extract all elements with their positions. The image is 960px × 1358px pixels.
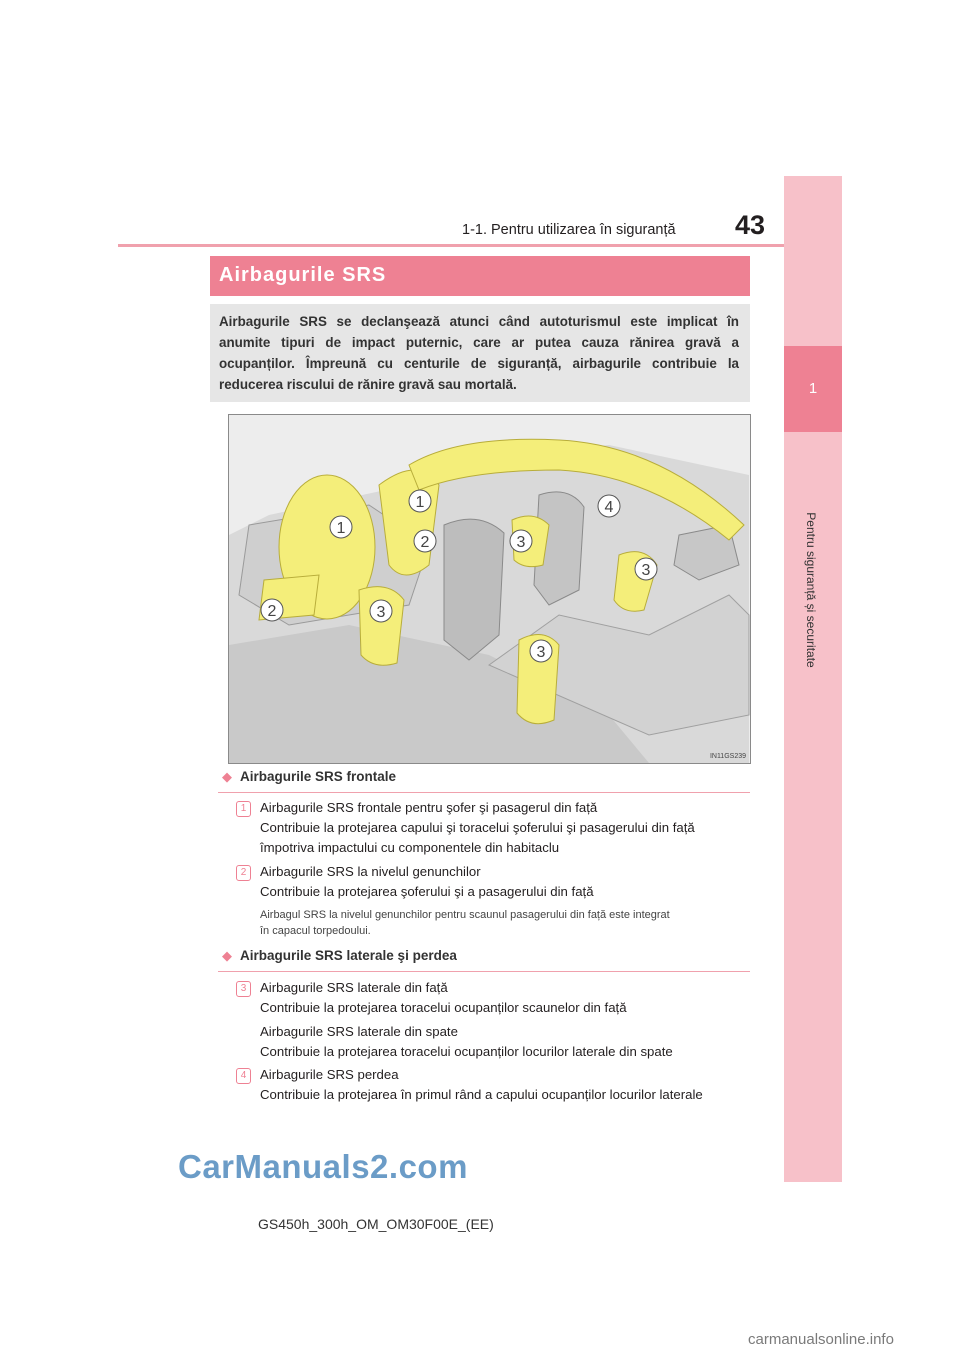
car-interior-drawing [229, 415, 750, 763]
subheading-side-curtain-text: Airbagurile SRS laterale şi perdea [240, 948, 457, 963]
item-3-title-rear: Airbagurile SRS laterale din spate [260, 1024, 458, 1039]
svg-text:3: 3 [516, 534, 526, 551]
item-1-title: Airbagurile SRS frontale pentru şofer şi pasagerul din față [260, 800, 598, 815]
intro-box [210, 304, 750, 402]
page-title: Airbagurile SRS [219, 264, 387, 286]
subheading-frontal-text: Airbagurile SRS frontale [240, 769, 397, 784]
callout-2b [261, 599, 283, 621]
side-tab-label: Pentru siguranță și securitate [804, 512, 818, 668]
page-number: 43 [735, 210, 766, 240]
svg-text:3: 3 [641, 562, 651, 579]
svg-text:3: 3 [376, 604, 386, 621]
subheading-rule [218, 792, 750, 793]
subheading-side-curtain [222, 948, 457, 964]
callout-2a [414, 530, 436, 552]
item-2-note: Airbagul SRS la nivelul genunchilor pentru scaunul pasagerului din față este integrat [260, 909, 670, 921]
watermark-url[interactable]: carmanualsonline.info [748, 1331, 894, 1348]
callout-1b [330, 516, 352, 538]
item-3-desc: Contribuie la protejarea toracelui ocupanților scaunelor din față [260, 1000, 627, 1015]
callout-3a [510, 530, 532, 552]
item-badge-1: 1 [236, 801, 251, 817]
header-rule [118, 244, 784, 247]
item-4-desc: Contribuie la protejarea în primul rând a capului ocupanților locurilor laterale [260, 1087, 703, 1102]
item-3-desc-rear: Contribuie la protejarea toracelui ocupanților locurilor laterale din spate [260, 1044, 673, 1059]
item-4-title: Airbagurile SRS perdea [260, 1067, 399, 1082]
callout-4 [598, 495, 620, 517]
side-tab [784, 176, 842, 1182]
svg-text:3: 3 [536, 644, 546, 661]
svg-text:2: 2 [267, 603, 277, 620]
item-badge-4: 4 [236, 1068, 251, 1084]
callout-3c [635, 558, 657, 580]
diamond-icon: ◆ [222, 948, 232, 963]
item-2-note-cont: în capacul torpedoului. [260, 925, 371, 937]
svg-text:1: 1 [336, 520, 346, 537]
item-3-title: Airbagurile SRS laterale din față [260, 980, 448, 995]
item-1-desc-cont: împotriva impactului cu componentele din habitaclu [260, 840, 560, 855]
svg-text:4: 4 [604, 499, 614, 516]
item-badge-3: 3 [236, 981, 251, 997]
callout-3b [370, 600, 392, 622]
figure-code: IN11GS239 [709, 753, 746, 760]
side-tab-number[interactable]: 1 [784, 346, 842, 432]
svg-text:2: 2 [420, 534, 430, 551]
title-bar [210, 256, 750, 296]
footer-code: GS450h_300h_OM_OM30F00E_(EE) [258, 1216, 494, 1232]
item-2-title: Airbagurile SRS la nivelul genunchilor [260, 864, 481, 879]
callout-3d [530, 640, 552, 662]
item-2-desc: Contribuie la protejarea şoferului şi a pasagerului din față [260, 884, 594, 899]
intro-text: Airbagurile SRS se declanşează atunci când autoturismul este implicat în anumite tipuri de impact puternic, care ar putea cauza rănirea gravă a ocupanților. Împreună cu centurile de siguranță, airbagurile contribuie la reducerea riscului de rănire gravă sau mortală. [219, 314, 739, 392]
item-1-desc: Contribuie la protejarea capului şi toracelui şoferului şi pasagerului din față [260, 820, 695, 835]
callout-1a [409, 490, 431, 512]
subheading-rule [218, 971, 750, 972]
airbag-illustration [228, 414, 751, 764]
airbag-side-driver [359, 587, 404, 666]
diamond-icon: ◆ [222, 769, 232, 784]
watermark-logo[interactable]: CarManuals2.com [178, 1148, 468, 1185]
svg-text:1: 1 [415, 494, 425, 511]
section-title: 1-1. Pentru utilizarea în siguranță [462, 222, 676, 238]
subheading-frontal [222, 769, 396, 785]
item-badge-2: 2 [236, 865, 251, 881]
